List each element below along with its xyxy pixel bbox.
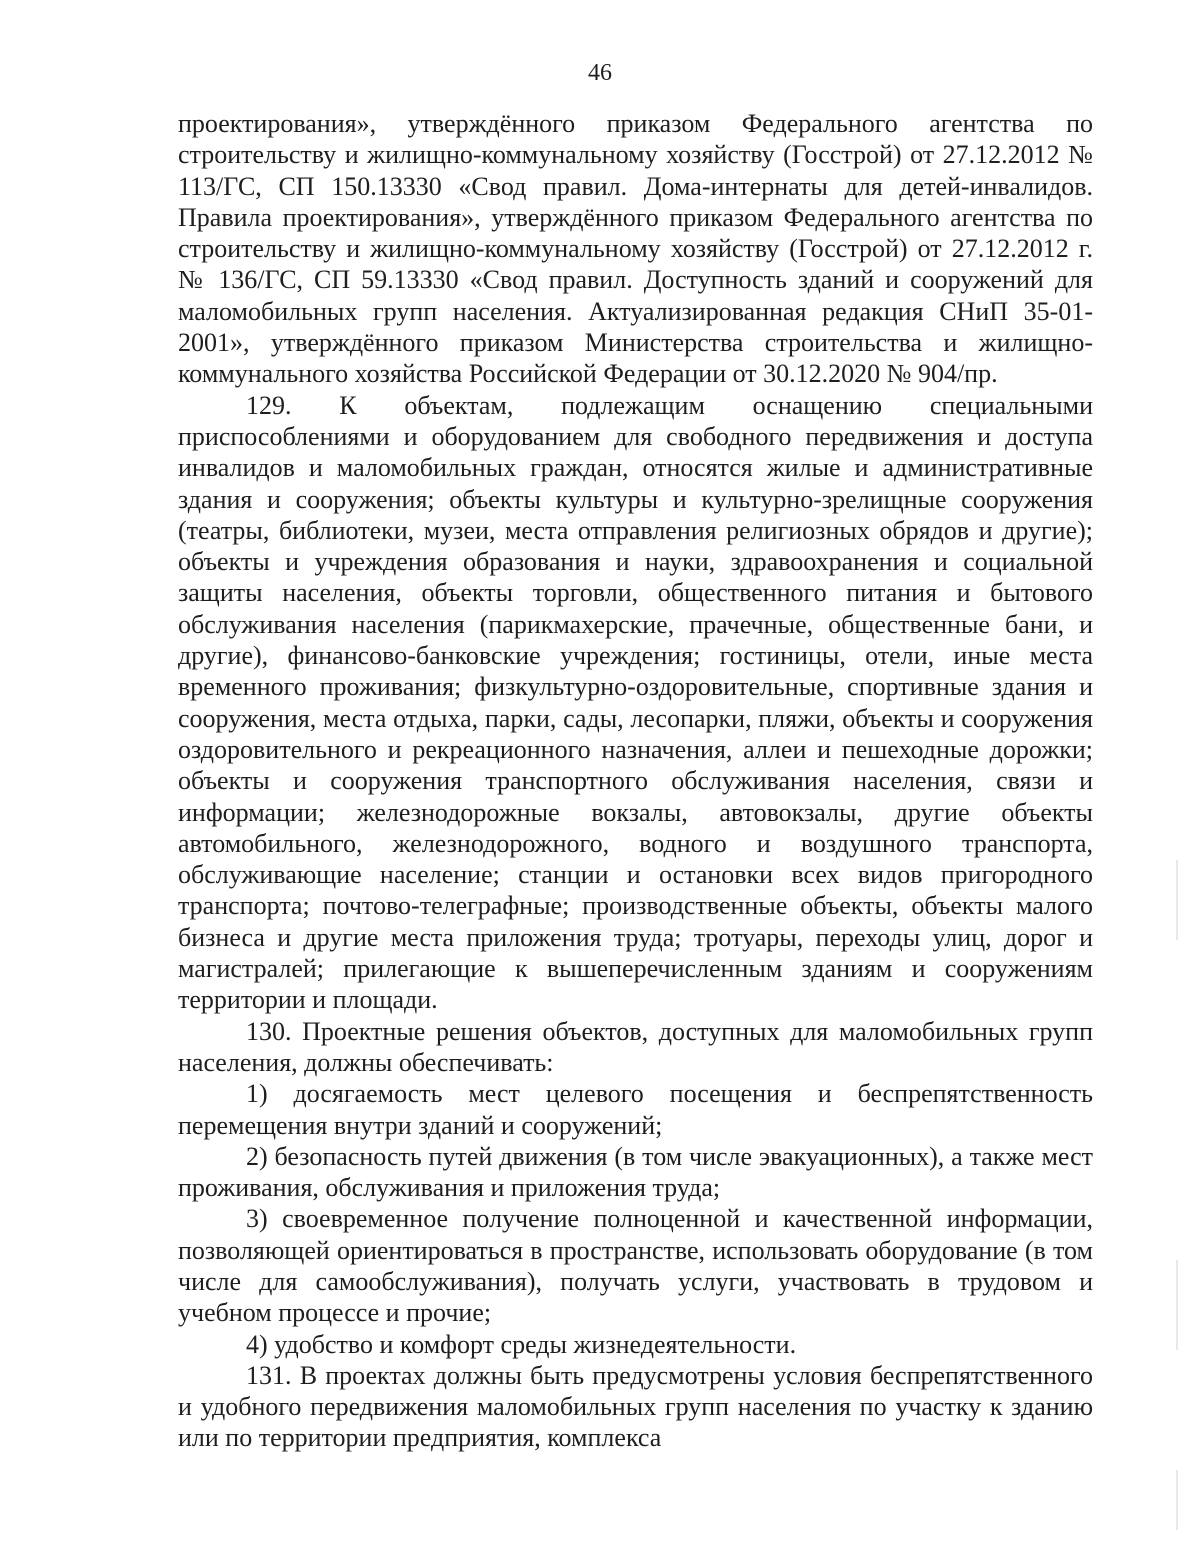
paragraph-129: 129. К объектам, подлежащим оснащению специальными приспособлениями и оборудованием для свободного передвижения и доступа инвалидов и маломобильных граждан, относятся жилые и административные здания и сооружения; объекты культуры и культурно-зрелищные сооружения (театры, библиотеки, музеи, места отправления религиозных обрядов и другие); объекты и учреждения образования и науки, здравоохранения и социальной защиты населения, объекты торговли, общественного питания и бытового обслуживания населения (парикмахерские, прачечные, общественные бани, и другие), финансово-банковские учреждения; гостиницы, отели, иные места временного проживания; физкультурно-оздоровительные, спортивные здания и сооружения, места отдыха, парки, сады, лесопарки, пляжи, объекты и сооружения оздоровительного и рекреационного назначения, аллеи и пешеходные дорожки; объекты и сооружения транспортного обслуживания населения, связи и информации; железнодорожные вокзалы, автовокзалы, другие объекты автомобильного, железнодорожного, водного и воздушного транспорта, обслуживающие население; станции и остановки всех видов пригородного транспорта; почтово-телеграфные; производственные объекты, объекты малого бизнеса и другие места приложения труда; тротуары, переходы улиц, дорог и магистралей; прилегающие к вышеперечисленным зданиям и сооружениям территории и площади. bbox=[178, 390, 1093, 1015]
list-item-1: 1) досягаемость мест целевого посещения и беспрепятственность перемещения внутри зданий и сооружений; bbox=[178, 1079, 1093, 1140]
page-number: 46 bbox=[588, 60, 612, 86]
scan-edge-mark bbox=[1176, 860, 1178, 940]
document-body bbox=[178, 108, 1093, 1454]
paragraph-continuation: проектирования», утверждённого приказом Федерального агентства по строительству и жилищно-коммунальному хозяйству (Госстрой) от 27.12.2012 № 113/ГС, СП 150.13330 «Свод правил. Дома-интернаты для детей-инвалидов. Правила проектирования», утверждённого приказом Федерального агентства по строительству и жилищно-коммунальному хозяйству (Госстрой) от 27.12.2012 г. № 136/ГС, СП 59.13330 «Свод правил. Доступность зданий и сооружений для маломобильных групп населения. Актуализированная редакция СНиП 35-01-2001», утверждённого приказом Министерства строительства и жилищно-коммунального хозяйства Российской Федерации от 30.12.2020 № 904/пр. bbox=[178, 109, 1093, 389]
paragraph-130: 130. Проектные решения объектов, доступных для маломобильных групп населения, должны обеспечивать: bbox=[178, 1016, 1093, 1077]
list-item-4: 4) удобство и комфорт среды жизнедеятельности. bbox=[246, 1329, 797, 1359]
scan-edge-mark bbox=[1176, 1260, 1178, 1350]
list-item-2: 2) безопасность путей движения (в том числе эвакуационных), а также мест проживания, обслуживания и приложения труда; bbox=[178, 1141, 1093, 1203]
list-item-3: 3) своевременное получение полноценной и качественной информации, позволяющей ориентироваться в пространстве, использовать оборудование (в том числе для самообслуживания), получать услуги, участвовать в трудовом и учебном процессе и прочие; bbox=[178, 1204, 1093, 1328]
scan-edge-mark bbox=[1176, 1470, 1178, 1530]
paragraph-131: 131. В проектах должны быть предусмотрены условия беспрепятственного и удобного передвижения маломобильных групп населения по участку к зданию или по территории предприятия, комплекса bbox=[178, 1360, 1093, 1453]
